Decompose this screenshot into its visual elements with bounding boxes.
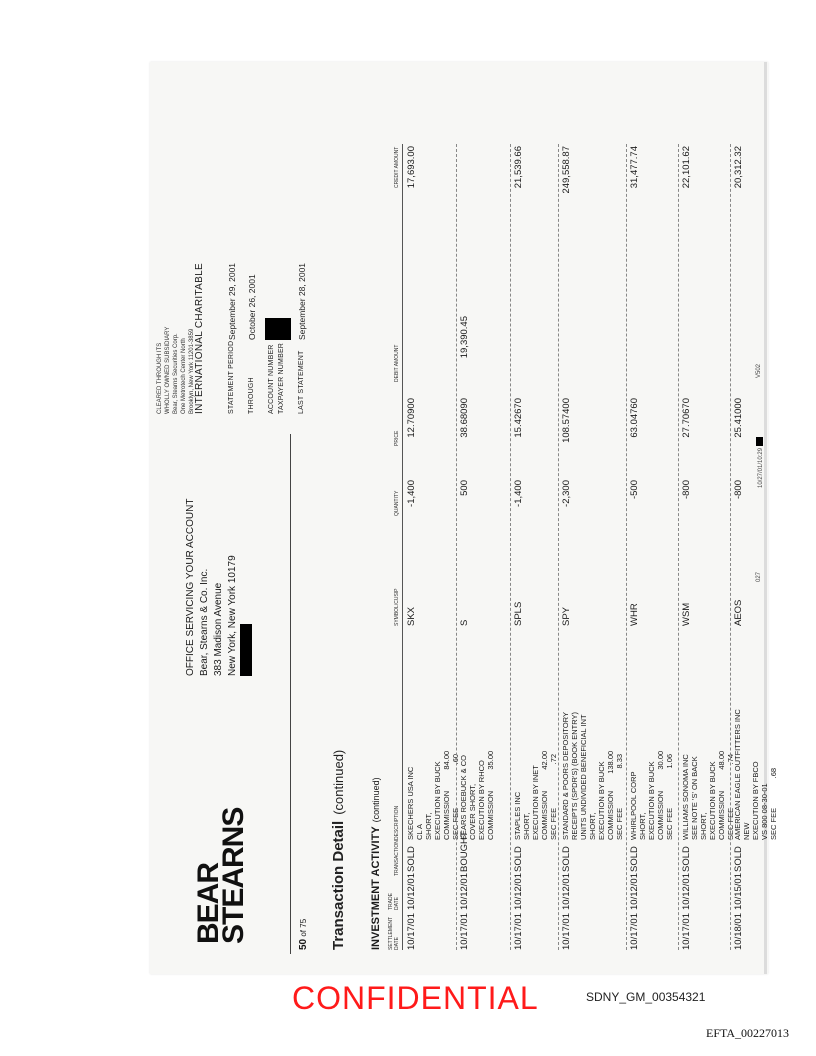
- fee-line: [549, 630, 558, 840]
- fee-label: SEC FEE: [769, 807, 778, 840]
- description-line: CL A: [415, 824, 424, 840]
- credit-amount-cell: 249,558.87: [561, 146, 572, 194]
- office-address: [184, 499, 252, 676]
- statement-period-value: September 29, 2001: [227, 262, 237, 340]
- fee-amount: 8.33: [615, 753, 624, 769]
- col-symbol: SYMBOL/CUSIP: [394, 588, 400, 626]
- fee-line: [717, 630, 726, 840]
- bates-number: SDNY_GM_00354321: [586, 990, 706, 1004]
- statement-period-label: STATEMENT PERIOD: [228, 340, 235, 414]
- fee-amount: .68: [769, 767, 778, 779]
- symbol-cell: WSM: [681, 602, 692, 626]
- credit-amount-cell: 20,312.32: [733, 146, 744, 189]
- fee-line: [606, 630, 615, 840]
- quantity-cell: 500: [459, 480, 470, 496]
- price-cell: 108.57400: [561, 398, 572, 443]
- fee-label: COMMISSION: [717, 790, 726, 840]
- fee-amount: 48.00: [717, 750, 726, 770]
- footer-code-2-text: 10/27/01/10:29: [758, 447, 764, 488]
- investment-activity-cont: (continued): [371, 777, 381, 823]
- symbol-cell: SPLS: [513, 601, 524, 626]
- credit-amount-cell: 31,477.74: [629, 146, 640, 189]
- cleared-line: Bear, Stearns Securities Corp.: [173, 333, 179, 414]
- description-line: EXECUTION BY INET: [531, 765, 540, 840]
- trade-date-cell: 10/12/01: [513, 873, 524, 910]
- credit-amount-cell: 17,693.00: [406, 146, 417, 189]
- footer-code-2: [756, 437, 764, 488]
- trade-date-cell: 10/12/01: [681, 873, 692, 910]
- account-number-label: ACCOUNT NUMBER: [268, 344, 275, 414]
- fee-amount: 84.00: [442, 750, 451, 770]
- table-row: [678, 144, 735, 950]
- fee-amount: .60: [451, 753, 460, 765]
- description-line: SHORT,: [424, 812, 433, 840]
- statement-info: [222, 263, 312, 414]
- fee-label: SEC FEE: [451, 807, 460, 840]
- through-label: THROUGH: [248, 377, 255, 414]
- description-line: AMERICAN EAGLE OUTFITTERS INC: [733, 709, 742, 840]
- fee-amount: .72: [549, 753, 558, 765]
- col-trade-date: TRADE DATE: [388, 893, 400, 910]
- col-quantity: QUANTITY: [394, 490, 400, 516]
- quantity-cell: -500: [629, 480, 640, 500]
- price-cell: 27.70670: [681, 398, 692, 438]
- description-line: EXECUTION BY BUCK: [597, 761, 606, 840]
- fee-label: SEC FEE: [615, 807, 624, 840]
- description-line: WILLIAMS SONOMA INC: [681, 754, 690, 840]
- quantity-cell: -2,300: [561, 480, 572, 507]
- description-line: EXECUTION BY BUCK: [708, 761, 717, 840]
- column-header-rule: [402, 144, 403, 950]
- table-row: [558, 144, 627, 950]
- settlement-date-cell: 10/17/01: [681, 913, 692, 950]
- transaction-type-cell: SOLD: [681, 846, 692, 872]
- description-cell: [561, 630, 624, 840]
- cleared-line: CLEARED THROUGH ITS: [157, 342, 163, 414]
- price-cell: 25.41000: [733, 398, 744, 438]
- fee-line: [540, 630, 549, 840]
- cleared-line: One Metrotech Center North: [181, 338, 187, 414]
- description-line: SHORT,: [699, 812, 708, 840]
- page-of: of 75: [299, 918, 308, 937]
- col-settlement-date: SETTLEMENT DATE: [388, 917, 400, 950]
- credit-amount-cell: 21,539.66: [513, 146, 524, 189]
- description-cell: [459, 630, 495, 840]
- description-line: EXECUTION BY RHCO: [477, 760, 486, 840]
- transaction-type-cell: SOLD: [733, 846, 744, 872]
- description-line: SHORT,: [522, 812, 531, 840]
- fee-label: SEC FEE: [665, 807, 674, 840]
- fee-line: [615, 630, 624, 840]
- description-line: STANDARD & POORS DEPOSITORY: [561, 712, 570, 840]
- description-line: WHIRLPOOL CORP: [629, 771, 638, 840]
- transaction-type-cell: SOLD: [561, 846, 572, 872]
- description-line: SEARS ROEBUCK & CO: [459, 754, 468, 840]
- confidential-stamp: CONFIDENTIAL: [292, 980, 539, 1016]
- price-cell: 38.68090: [459, 398, 470, 438]
- description-line: COVER SHORT,: [468, 783, 477, 840]
- table-row: [510, 144, 559, 950]
- settlement-date-cell: 10/17/01: [629, 913, 640, 950]
- section-title-text: Transaction Detail: [330, 820, 347, 950]
- fee-amount: .74: [726, 753, 735, 765]
- price-cell: 63.04760: [629, 398, 640, 438]
- fee-amount: 42.00: [540, 750, 549, 770]
- col-credit-amount: CREDIT AMOUNT: [394, 146, 400, 188]
- quantity-cell: -1,400: [513, 480, 524, 507]
- settlement-date-cell: 10/18/01: [733, 913, 744, 950]
- fee-line: [656, 630, 665, 840]
- col-debit-amount: DEBIT AMOUNT: [394, 344, 400, 382]
- settlement-date-cell: 10/17/01: [561, 913, 572, 950]
- fee-label: COMMISSION: [442, 790, 451, 840]
- trade-date-cell: 10/12/01: [629, 873, 640, 910]
- cleared-line: WHOLLY OWNED SUBSIDIARY: [165, 326, 171, 414]
- settlement-date-cell: 10/17/01: [459, 913, 470, 950]
- office-line: 383 Madison Avenue: [213, 582, 224, 676]
- redaction-block: [273, 318, 291, 340]
- trade-date-cell: 10/12/01: [406, 873, 417, 910]
- table-row: [456, 144, 511, 950]
- fee-label: SEC FEE: [726, 807, 735, 840]
- cleared-line: Brooklyn, New York 11201-3859: [189, 328, 195, 414]
- page-number: [298, 919, 309, 950]
- footer-code-1: 027: [756, 571, 762, 582]
- description-line: UNITS UNDIVIDED BENEFICIAL INT: [579, 714, 588, 840]
- fee-amount: 138.00: [606, 750, 615, 774]
- settlement-date-cell: 10/17/01: [513, 913, 524, 950]
- transaction-type-cell: SOLD: [629, 846, 640, 872]
- cleared-through-block: [156, 327, 196, 414]
- col-description: DESCRIPTION: [394, 805, 400, 840]
- table-row: [404, 144, 460, 950]
- logo-line-2: STEARNS: [217, 807, 250, 944]
- quantity-cell: -800: [681, 480, 692, 500]
- description-cell: [681, 630, 735, 840]
- description-line: SKECHERS USA INC: [406, 766, 415, 840]
- fee-label: SEC FEE: [549, 807, 558, 840]
- fee-label: COMMISSION: [606, 790, 615, 840]
- symbol-cell: WHR: [629, 603, 640, 626]
- table-row: [730, 144, 781, 950]
- quantity-cell: -1,400: [406, 480, 417, 507]
- description-line: EXECUTION BY FBCO: [751, 761, 760, 840]
- investment-activity-text: INVESTMENT ACTIVITY: [370, 826, 382, 950]
- bear-stearns-logo: [192, 807, 250, 944]
- col-price: PRICE: [394, 430, 400, 446]
- fee-line: [769, 630, 778, 840]
- fee-amount: 1.06: [665, 753, 674, 769]
- section-title-cont: (continued): [331, 749, 346, 815]
- description-line: VS 800 08-30-01: [760, 783, 769, 840]
- trade-date-cell: 10/15/01: [733, 873, 744, 910]
- description-cell: [406, 630, 460, 840]
- description-line: EXECUTION BY BUCK: [647, 761, 656, 840]
- transaction-type-cell: BOUGHT: [459, 831, 470, 872]
- description-cell: [629, 630, 674, 840]
- efta-number: EFTA_00227013: [706, 1026, 790, 1040]
- credit-amount-cell: 22,101.62: [681, 146, 692, 189]
- table-row: [626, 144, 679, 950]
- description-cell: [513, 630, 558, 840]
- rotated-statement: [150, 62, 778, 974]
- description-line: SHORT,: [638, 812, 647, 840]
- transaction-type-cell: SOLD: [406, 846, 417, 872]
- fee-label: COMMISSION: [540, 790, 549, 840]
- last-statement-label: LAST STATEMENT: [298, 350, 305, 414]
- price-cell: 15.42670: [513, 398, 524, 438]
- fee-label: COMMISSION: [486, 790, 495, 840]
- investment-activity-heading: [370, 777, 382, 950]
- logo-line-1: BEAR: [192, 862, 225, 944]
- fee-amount: 30.00: [656, 750, 665, 770]
- description-line: STAPLES INC: [513, 791, 522, 840]
- office-line: Bear, Stearns & Co. Inc.: [199, 568, 210, 676]
- description-line: SHORT,: [588, 812, 597, 840]
- description-cell: [733, 630, 778, 840]
- fee-line: [665, 630, 674, 840]
- price-cell: 12.70900: [406, 398, 417, 438]
- description-line: EXECUTION BY BUCK: [433, 761, 442, 840]
- footer-code-3: V502: [756, 363, 762, 378]
- through-value: October 26, 2001: [247, 274, 257, 340]
- description-line: NEW: [742, 822, 751, 840]
- debit-amount-cell: 19,390.45: [459, 316, 470, 359]
- transaction-type-cell: SOLD: [513, 846, 524, 872]
- page-number-value: 50: [298, 938, 309, 950]
- header-rule: [290, 434, 291, 954]
- symbol-cell: SPY: [561, 606, 572, 626]
- fee-label: COMMISSION: [656, 790, 665, 840]
- office-line: New York, New York 10179: [227, 555, 238, 676]
- office-line: OFFICE SERVICING YOUR ACCOUNT: [185, 498, 196, 676]
- redaction-block: [756, 437, 763, 446]
- fee-line: [442, 630, 451, 840]
- quantity-cell: -800: [733, 480, 744, 500]
- settlement-date-cell: 10/17/01: [406, 913, 417, 950]
- symbol-cell: AEOS: [733, 599, 744, 626]
- last-statement-value: September 28, 2001: [297, 262, 307, 340]
- fee-amount: 35.00: [486, 750, 495, 770]
- redaction-block: [240, 624, 252, 676]
- description-line: SEE NOTE 'S' ON BACK: [690, 756, 699, 840]
- trade-date-cell: 10/12/01: [561, 873, 572, 910]
- fee-line: [486, 630, 495, 840]
- taxpayer-number-label: TAXPAYER NUMBER: [278, 342, 285, 414]
- symbol-cell: SKX: [406, 606, 417, 626]
- trade-date-cell: 10/12/01: [459, 873, 470, 910]
- section-title: [330, 750, 347, 950]
- account-name: INTERNATIONAL CHARITABLE: [194, 263, 205, 414]
- description-line: RECEIPTS (SPDR'S) (BOOK ENTRY): [570, 712, 579, 840]
- symbol-cell: S: [459, 619, 470, 626]
- col-transaction: TRANSACTION: [394, 840, 400, 876]
